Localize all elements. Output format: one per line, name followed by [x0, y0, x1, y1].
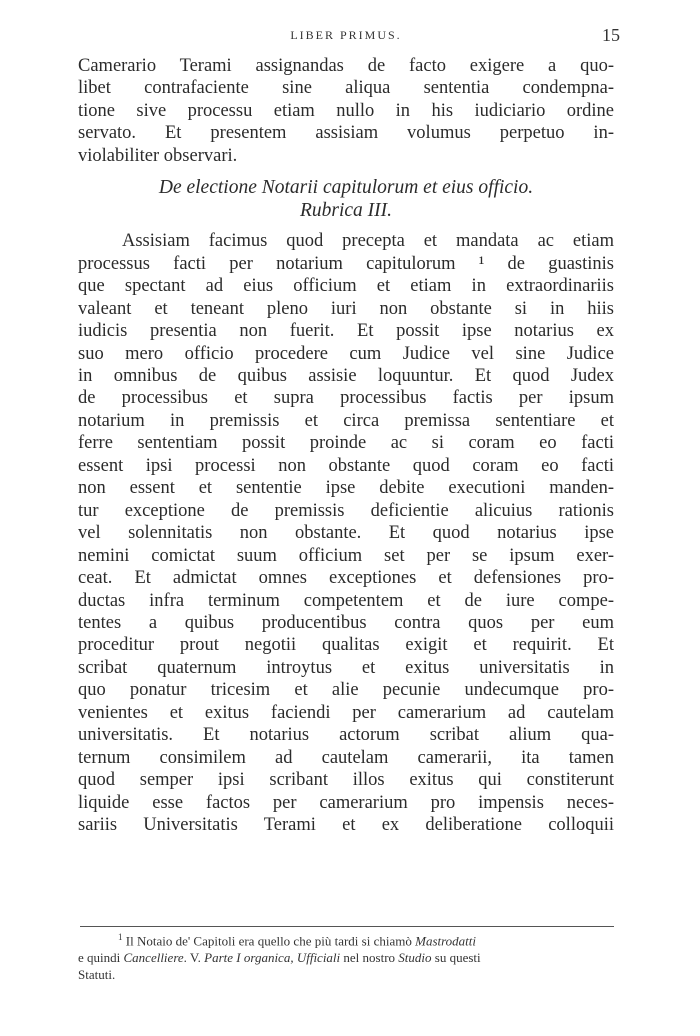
footnote-reference: Parte I organica, Ufficiali	[204, 950, 341, 966]
footnote-text: su questi	[431, 950, 481, 966]
section-heading: De electione Notarii capitulorum et eius officio.	[158, 177, 534, 199]
text-line: venientes et exitus faciendi per camerarium ad cautelam	[78, 702, 614, 723]
text-line: tentes a quibus producentibus contra quos per eum	[78, 612, 614, 633]
text-line: scribat quaternum introytus et exitus universitatis in	[78, 657, 614, 678]
text-line: quo ponatur tricesim et alie pecunie undecumque pro-	[78, 680, 614, 701]
text-line: violabiliter observari.	[78, 145, 238, 166]
page-number: 15	[602, 25, 620, 45]
footnote-text: Il Notaio de' Capitoli era quello che più tardi si chiamò	[125, 933, 416, 949]
text-line: libet contrafaciente sine aliqua sententia condempna-	[78, 78, 614, 99]
text-line: sariis Universitatis Terami et ex deliberatione colloquii	[78, 815, 614, 836]
footnote-text: e quindi	[78, 950, 124, 966]
text-line: proceditur prout negotii qualitas exigit et requirit. Et	[78, 635, 614, 656]
text-line: quod semper ipsi scribant illos exitus qui constiterunt	[78, 770, 614, 791]
footnote-line: Statuti.	[78, 967, 116, 983]
text-line: servato. Et presentem assisiam volumus perpetuo in-	[78, 123, 614, 144]
body-text	[78, 55, 614, 837]
text-line: ceat. Et admictat omnes exceptiones et defensiones pro-	[78, 568, 614, 589]
text-line: vel solennitatis non obstante. Et quod notarius ipse	[78, 523, 614, 544]
text-line: nemini comictat suum officium set per se ipsum exer-	[78, 545, 614, 566]
running-head	[72, 25, 620, 50]
text-line: iudicis presentia non fuerit. Et possit ipse notarius ex	[78, 321, 614, 342]
text-line: processus facti per notarium capitulorum ¹ de guastinis	[78, 253, 614, 274]
text-line: liquide esse factos per camerarium pro impensis neces-	[78, 792, 614, 813]
text-line: ferre sententiam possit proinde ac si coram eo facti	[78, 433, 614, 454]
text-line: essent ipsi processi non obstante quod coram eo facti	[78, 455, 614, 476]
text-line: Camerario Terami assignandas de facto exigere a quo-	[78, 56, 614, 76]
paragraph-continuation	[78, 55, 614, 167]
footnote-reference: Studio	[398, 950, 432, 966]
footnote	[78, 929, 614, 983]
text-line: tione sive processu etiam nullo in his iudiciario ordine	[78, 100, 614, 121]
paragraph-rubrica-iii	[78, 230, 614, 836]
text-line: suo mero officio procedere cum Judice vel sine Judice	[78, 343, 614, 364]
text-line: universitatis. Et notarius actorum scribat alium qua-	[78, 725, 614, 746]
footnote-text: . V.	[183, 950, 205, 966]
text-line: que spectant ad eius officium et etiam in extraordinariis	[78, 276, 614, 297]
footnote-line	[78, 949, 614, 966]
rubric-heading: Rubrica III.	[299, 200, 393, 222]
running-title: LIBER PRIMUS.	[290, 28, 402, 42]
footnote-line	[78, 929, 614, 949]
footnote-text: nel nostro	[340, 950, 399, 966]
text-line: ductas infra terminum competentem et de iure compe-	[78, 590, 614, 611]
text-line: in omnibus de quibus assisie loquuntur. Et quod Judex	[78, 365, 614, 386]
text-line: de processibus et supra processibus factis per ipsum	[78, 388, 614, 409]
footnote-divider	[80, 926, 614, 927]
text-line: ternum consimilem ad cautelam camerarii, ita tamen	[78, 747, 614, 768]
footnote-term: Cancelliere	[123, 950, 184, 966]
footnote-term: Mastrodatti	[415, 933, 477, 949]
text-line: Assisiam facimus quod precepta et mandata ac etiam	[122, 231, 614, 252]
footnote-mark: 1	[118, 932, 123, 942]
text-line: notarium in premissis et circa premissa sententiare et	[78, 410, 614, 431]
text-line: valeant et teneant pleno iuri non obstante si in hiis	[78, 298, 614, 319]
text-line: non essent et sententie ipse debite executioni manden-	[78, 478, 614, 499]
text-line: tur exceptione de premissis deficientie alicuius rationis	[78, 500, 614, 521]
